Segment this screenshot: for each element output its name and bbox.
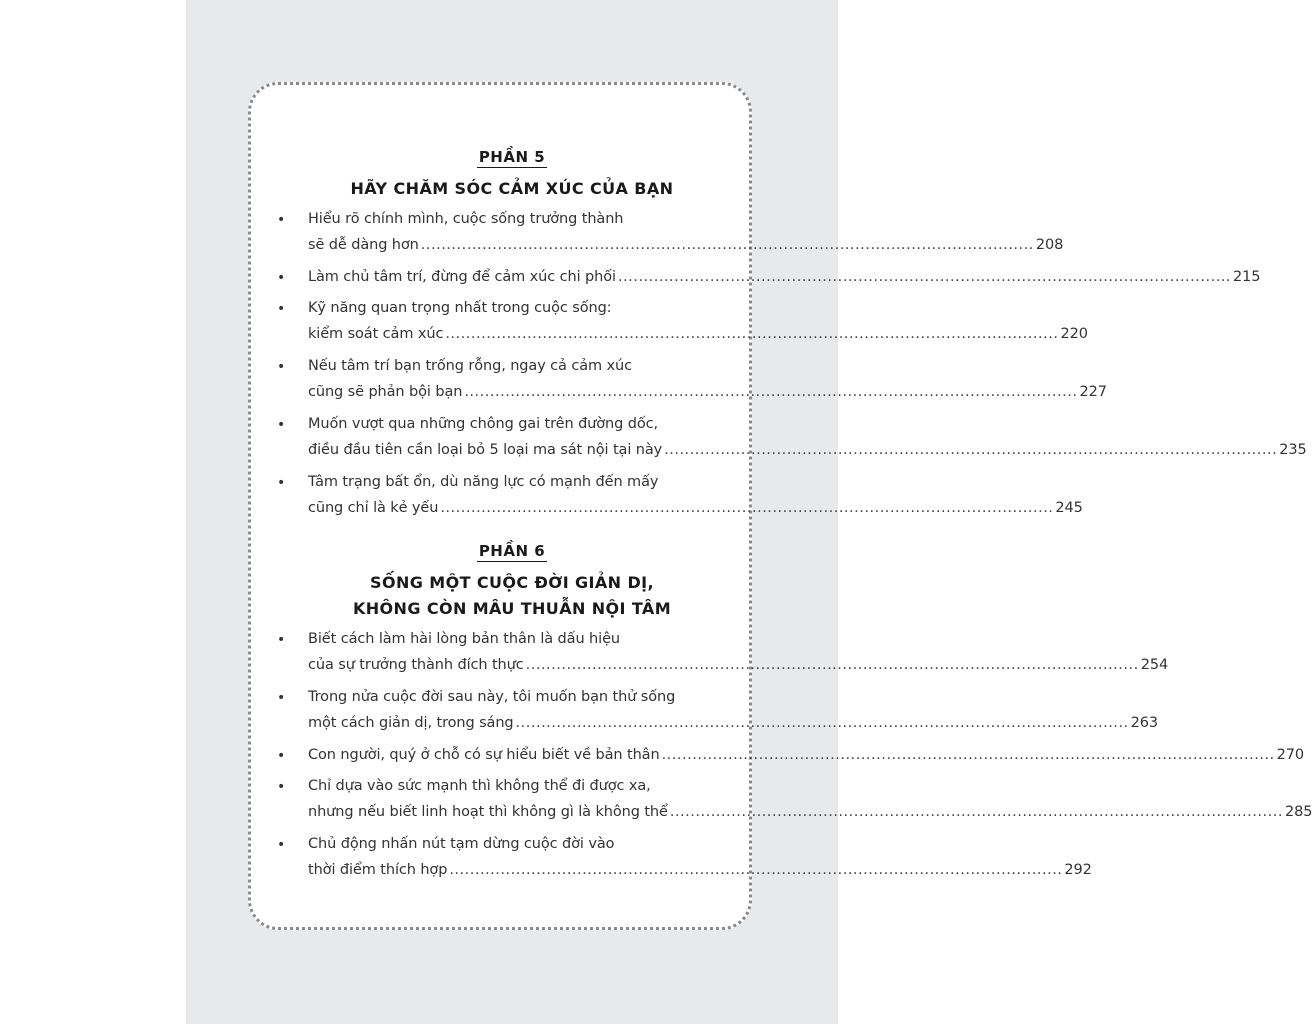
toc-entry-row[interactable] bbox=[308, 862, 1092, 878]
toc-entry-row[interactable] bbox=[308, 804, 1312, 820]
toc-entry-row[interactable] bbox=[308, 657, 1169, 673]
toc-entry-line[interactable]: Chủ động nhấn nút tạm dừng cuộc đời vào bbox=[308, 836, 615, 852]
part5-label-text: PHẦN 5 bbox=[478, 148, 546, 166]
toc-entry-text[interactable]: nhưng nếu biết linh hoạt thì không gì là không thể bbox=[308, 804, 668, 820]
toc-entry-line[interactable]: Trong nửa cuộc đời sau này, tôi muốn bạn thử sống bbox=[308, 689, 676, 705]
page-number: 285 bbox=[1284, 804, 1312, 820]
bullet-icon: • bbox=[277, 779, 286, 795]
toc-entry-line[interactable]: Muốn vượt qua những chông gai trên đường dốc, bbox=[308, 416, 659, 432]
toc-entry-text[interactable]: Làm chủ tâm trí, đừng để cảm xúc chi phối bbox=[308, 269, 616, 285]
bullet-icon: • bbox=[277, 417, 286, 433]
page-number: 235 bbox=[1279, 442, 1307, 458]
toc-entry-line[interactable]: Chỉ dựa vào sức mạnh thì không thể đi được xa, bbox=[308, 778, 651, 794]
page-number: 220 bbox=[1060, 326, 1088, 342]
toc-entry-text[interactable]: cũng sẽ phản bội bạn bbox=[308, 384, 463, 400]
toc-entry-row[interactable] bbox=[308, 500, 1083, 516]
page-number: 215 bbox=[1233, 269, 1261, 285]
toc-entry-text[interactable]: điều đầu tiên cần loại bỏ 5 loại ma sát nội tại này bbox=[308, 442, 663, 458]
page-number: 263 bbox=[1130, 715, 1159, 731]
bullet-icon: • bbox=[277, 212, 286, 228]
toc-entry-line[interactable]: Tâm trạng bất ổn, dù năng lực có mạnh đến mấy bbox=[308, 474, 659, 490]
bullet-icon: • bbox=[277, 690, 286, 706]
toc-entry-text[interactable]: Con người, quý ở chỗ có sự hiểu biết về bản thân bbox=[308, 747, 660, 763]
dot-leader: ........................................................................................................................ bbox=[617, 269, 1232, 285]
toc-entry-row[interactable] bbox=[308, 747, 1305, 763]
dot-leader: ........................................................................................................................ bbox=[661, 747, 1275, 763]
bullet-icon: • bbox=[277, 270, 286, 286]
dot-leader: ........................................................................................................................ bbox=[525, 657, 1139, 673]
toc-entry-line[interactable]: Nếu tâm trí bạn trống rỗng, ngay cả cảm xúc bbox=[308, 358, 632, 374]
toc-entry-text[interactable]: thời điểm thích hợp bbox=[308, 862, 448, 878]
part5-title-line: HÃY CHĂM SÓC CẢM XÚC CỦA BẠN bbox=[350, 179, 674, 198]
dot-leader: ........................................................................................................................ bbox=[464, 384, 1078, 400]
page-number: 270 bbox=[1276, 747, 1305, 763]
page-number: 292 bbox=[1064, 862, 1092, 878]
part6-label-text: PHẦN 6 bbox=[478, 542, 546, 560]
toc-entry-text[interactable]: sẽ dễ dàng hơn bbox=[308, 237, 419, 253]
page-number: 208 bbox=[1035, 237, 1064, 253]
toc-entry-text[interactable]: kiểm soát cảm xúc bbox=[308, 326, 444, 342]
dot-leader: ........................................................................................................................ bbox=[664, 442, 1278, 458]
toc-entry-text[interactable]: của sự trưởng thành đích thực bbox=[308, 657, 524, 673]
bullet-icon: • bbox=[277, 301, 286, 317]
dot-leader: ........................................................................................................................ bbox=[515, 715, 1129, 731]
part6-label bbox=[0, 542, 1024, 562]
bullet-icon: • bbox=[277, 837, 286, 853]
bullet-icon: • bbox=[277, 359, 286, 375]
dot-leader: ........................................................................................................................ bbox=[445, 326, 1059, 342]
toc-entry-row[interactable] bbox=[308, 384, 1107, 400]
toc-entry-row[interactable] bbox=[308, 715, 1159, 731]
toc-entry-row[interactable] bbox=[308, 269, 1261, 285]
toc-entry-text[interactable]: cũng chỉ là kẻ yếu bbox=[308, 500, 439, 516]
part5-label bbox=[0, 148, 1024, 168]
dot-leader: ........................................................................................................................ bbox=[440, 500, 1054, 516]
toc-entry-row[interactable] bbox=[308, 442, 1307, 458]
toc-entry-row[interactable] bbox=[308, 237, 1064, 253]
part6-title-line: SỐNG MỘT CUỘC ĐỜI GIẢN DỊ, bbox=[370, 573, 654, 592]
page-number: 227 bbox=[1079, 384, 1107, 400]
toc-entry-text[interactable]: một cách giản dị, trong sáng bbox=[308, 715, 514, 731]
page-number: 254 bbox=[1140, 657, 1169, 673]
toc-entry-row[interactable] bbox=[308, 326, 1088, 342]
dot-leader: ........................................................................................................................ bbox=[449, 862, 1063, 878]
toc-entry-line[interactable]: Biết cách làm hài lòng bản thân là dấu hiệu bbox=[308, 631, 620, 647]
page-number: 245 bbox=[1055, 500, 1083, 516]
part6-title-line: KHÔNG CÒN MÂU THUẪN NỘI TÂM bbox=[352, 599, 672, 618]
bullet-icon: • bbox=[277, 475, 286, 491]
toc-entry-line[interactable]: Hiểu rõ chính mình, cuộc sống trưởng thành bbox=[308, 211, 624, 227]
toc-entry-line[interactable]: Kỹ năng quan trọng nhất trong cuộc sống: bbox=[308, 300, 612, 316]
dot-leader: ........................................................................................................................ bbox=[669, 804, 1283, 820]
dot-leader: ........................................................................................................................ bbox=[420, 237, 1034, 253]
bullet-icon: • bbox=[277, 632, 286, 648]
bullet-icon: • bbox=[277, 748, 286, 764]
